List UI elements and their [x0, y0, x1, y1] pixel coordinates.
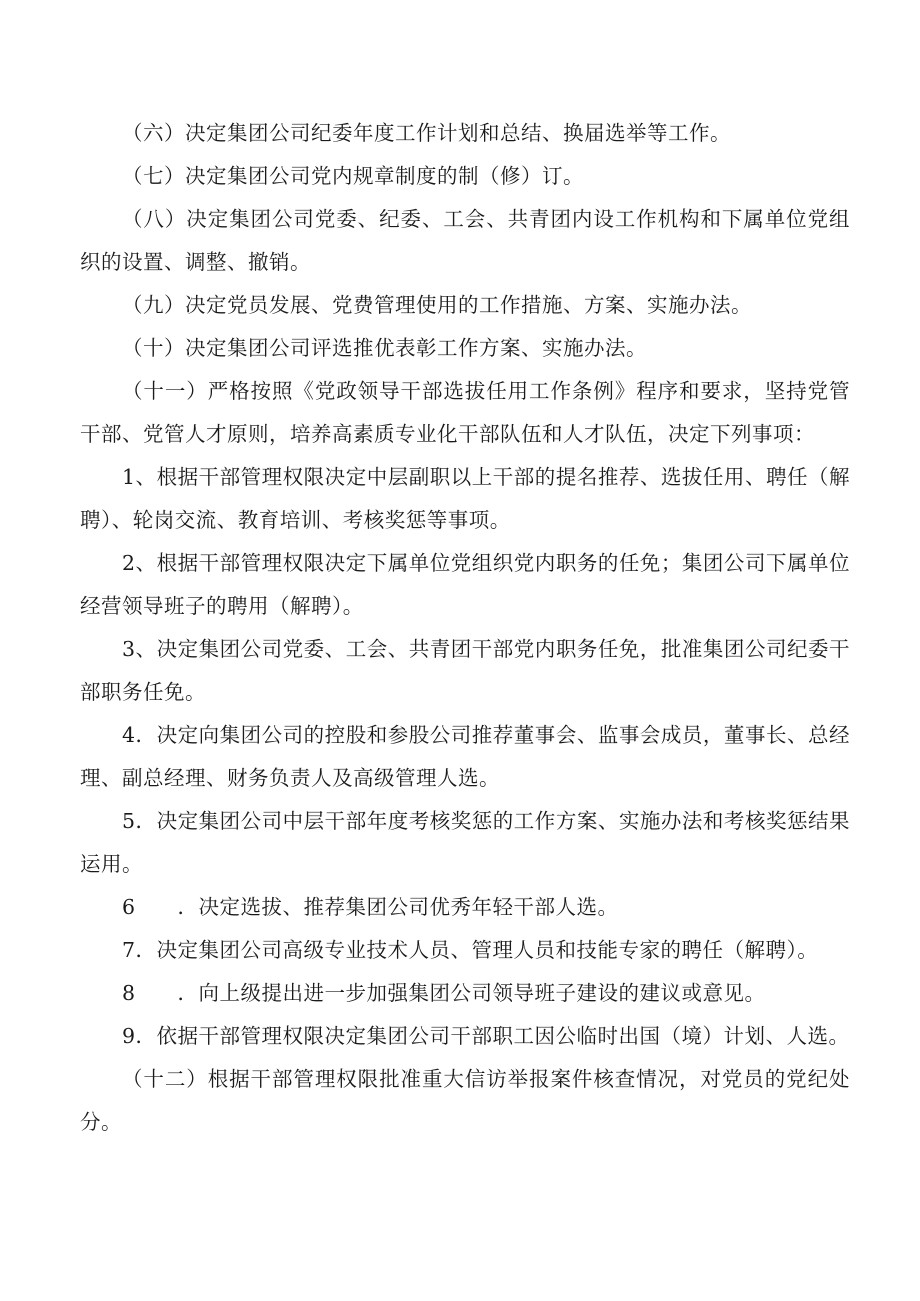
paragraph-12: （十二）根据干部管理权限批准重大信访举报案件核查情况，对党员的党纪处分。	[80, 1067, 850, 1134]
list-item-2: 2、根据干部管理权限决定下属单位党组织党内职务的任免；集团公司下属单位经营领导班子的聘用（解聘）。	[80, 551, 850, 618]
list-item-3: 3、决定集团公司党委、工会、共青团干部党内职务任免，批准集团公司纪委干部职务任免。	[80, 637, 850, 704]
paragraph-11: （十一）严格按照《党政领导干部选拔任用工作条例》程序和要求，坚持党管干部、党管人才原则，培养高素质专业化干部队伍和人才队伍，决定下列事项：	[80, 379, 850, 446]
paragraph-8: （八）决定集团公司党委、纪委、工会、共青团内设工作机构和下属单位党组织的设置、调整、撤销。	[80, 207, 850, 274]
paragraph-6: （六）决定集团公司纪委年度工作计划和总结、换届选举等工作。	[122, 121, 731, 145]
list-item-1: 1、根据干部管理权限决定中层副职以上干部的提名推荐、选拔任用、聘任（解聘）、轮岗交流、教育培训、考核奖惩等事项。	[80, 465, 850, 532]
list-item-8: 8 ．向上级提出进一步加强集团公司领导班子建设的建议或意见。	[122, 981, 766, 1005]
list-item-7: 7．决定集团公司高级专业技术人员、管理人员和技能专家的聘任（解聘）。	[122, 938, 819, 962]
paragraph-7: （七）决定集团公司党内规章制度的制（修）订。	[122, 164, 584, 188]
paragraph-10: （十）决定集团公司评选推优表彰工作方案、实施办法。	[122, 336, 647, 360]
list-item-9: 9．依据干部管理权限决定集团公司干部职工因公临时出国（境）计划、人选。	[122, 1024, 850, 1048]
document-body	[80, 112, 850, 1144]
list-item-5: 5．决定集团公司中层干部年度考核奖惩的工作方案、实施办法和考核奖惩结果运用。	[80, 809, 850, 876]
list-item-4: 4．决定向集团公司的控股和参股公司推荐董事会、监事会成员，董事长、总经理、副总经理、财务负责人及高级管理人选。	[80, 723, 850, 790]
list-item-6: 6 ．决定选拔、推荐集团公司优秀年轻干部人选。	[122, 895, 619, 919]
paragraph-9: （九）决定党员发展、党费管理使用的工作措施、方案、实施办法。	[122, 293, 752, 317]
